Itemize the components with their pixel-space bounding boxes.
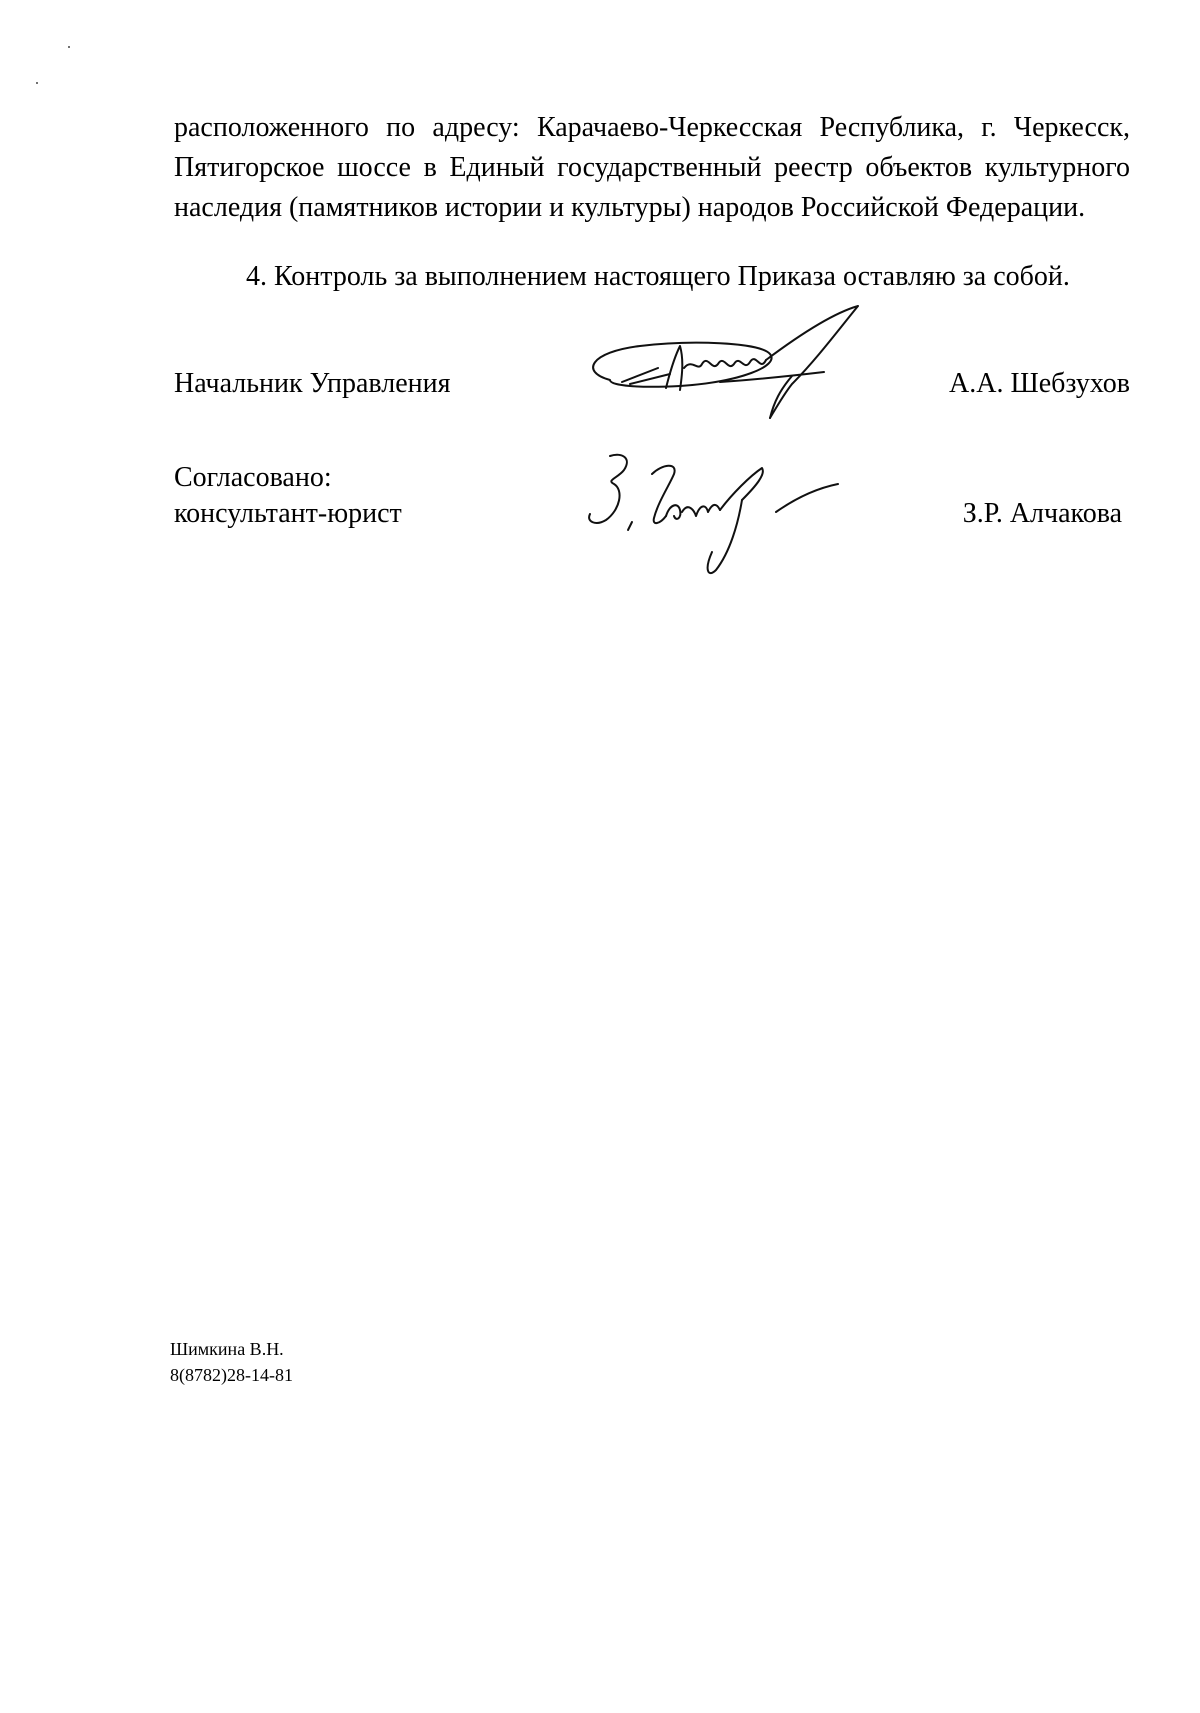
handwritten-signature-shebzukhov: [570, 302, 870, 422]
signatory-name: А.А. Шебзухов: [949, 368, 1130, 399]
paragraph-line: наследия (памятников истории и культуры) народов Российской Федерации.: [174, 192, 1086, 223]
signature-block-approval: [174, 460, 1130, 590]
executor-contact: [170, 1336, 293, 1388]
paragraph-continuation: [174, 108, 1130, 228]
signatory-name: З.Р. Алчакова: [962, 498, 1122, 529]
approval-label: [174, 460, 402, 532]
paragraph-line: Пятигорское шоссе в Единый государственный реестр объектов культурного: [174, 152, 1130, 183]
scan-speck: [68, 46, 70, 48]
clause-4: 4. Контроль за выполнением настоящего Приказа оставляю за собой.: [246, 261, 1070, 292]
signatory-title: консультант-юрист: [174, 498, 402, 529]
executor-phone: 8(8782)28-14-81: [170, 1365, 293, 1385]
approval-heading: Согласовано:: [174, 462, 332, 493]
signature-block-head: [174, 366, 1130, 446]
scan-speck: [36, 82, 38, 84]
executor-name: Шимкина В.Н.: [170, 1339, 284, 1359]
signatory-title: Начальник Управления: [174, 368, 451, 399]
handwritten-signature-alchakova: [566, 444, 866, 584]
paragraph-line: расположенного по адресу: Карачаево-Черкесская Республика, г. Черкесск,: [174, 112, 1130, 143]
